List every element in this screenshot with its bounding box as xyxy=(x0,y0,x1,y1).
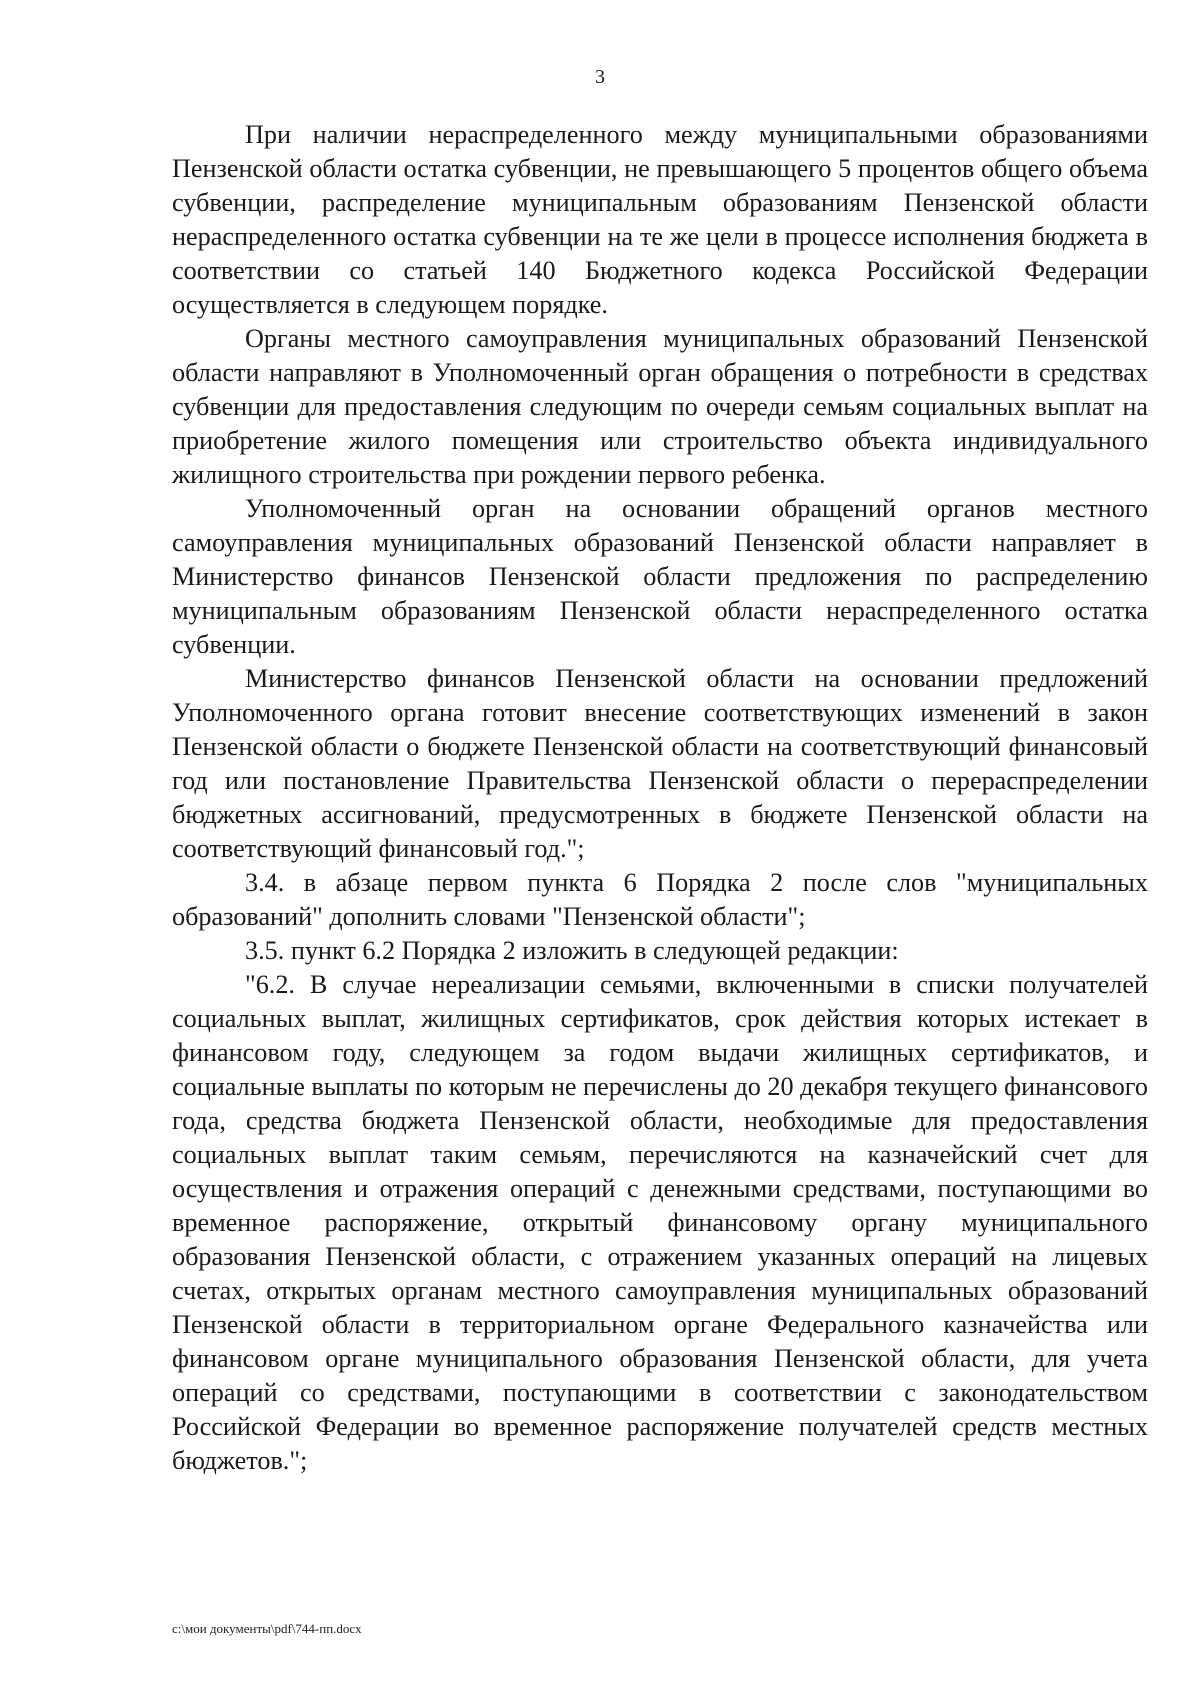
paragraph: Уполномоченный орган на основании обращений органов местного самоуправления муниципальных образований Пензенской области направляет в Министерство финансов Пензенской области предложения по распределению муниципальным образованиям Пензенской области нераспределенного остатка субвенции. xyxy=(172,494,1148,659)
page-number: 3 xyxy=(595,66,605,88)
paragraph: 3.4. в абзаце первом пункта 6 Порядка 2 после слов "муниципальных образований" дополнить словами "Пензенской области"; xyxy=(172,868,1148,931)
paragraph: При наличии нераспределенного между муниципальными образованиями Пензенской области остатка субвенции, не превышающего 5 процентов общего объема субвенции, распределение муниципальным образованиям Пензенской области нераспределенного остатка субвенции на те же цели в процессе исполнения бюджета в соответствии со статьей 140 Бюджетного кодекса Российской Федерации осуществляется в следующем порядке. xyxy=(172,120,1148,319)
paragraph: Органы местного самоуправления муниципальных образований Пензенской области направляют в Уполномоченный орган обращения о потребности в средствах субвенции для предоставления следующим по очереди семьям социальных выплат на приобретение жилого помещения или строительство объекта индивидуального жилищного строительства при рождении первого ребенка. xyxy=(172,324,1148,489)
paragraph: "6.2. В случае нереализации семьями, включенными в списки получателей социальных выплат, жилищных сертификатов, срок действия которых истекает в финансовом году, следующем за годом выдачи жилищных сертификатов, и социальные выплаты по которым не перечислены до 20 декабря текущего финансового года, средства бюджета Пензенской области, необходимые для предоставления социальных выплат таким семьям, перечисляются на казначейский счет для осуществления и отражения операций с денежными средствами, поступающими во временное распоряжение, открытый финансовому органу муниципального образования Пензенской области, с отражением указанных операций на лицевых счетах, открытых органам местного самоуправления муниципальных образований Пензенской области в территориальном органе Федерального казначейства или финансовом органе муниципального образования Пензенской области, для учета операций со средствами, поступающими в соответствии с законодательством Российской Федерации во временное распоряжение получателей средств местных бюджетов."; xyxy=(172,970,1148,1475)
footer-file-path: c:\мои документы\pdf\744-пп.docx xyxy=(172,1621,362,1636)
paragraph: 3.5. пункт 6.2 Порядка 2 изложить в следующей редакции: xyxy=(245,936,899,965)
document-body xyxy=(172,118,1148,1478)
paragraph: Министерство финансов Пензенской области на основании предложений Уполномоченного органа готовит внесение соответствующих изменений в закон Пензенской области о бюджете Пензенской области на соответствующий финансовый год или постановление Правительства Пензенской области о перераспределении бюджетных ассигнований, предусмотренных в бюджете Пензенской области на соответствующий финансовый год."; xyxy=(172,664,1148,863)
